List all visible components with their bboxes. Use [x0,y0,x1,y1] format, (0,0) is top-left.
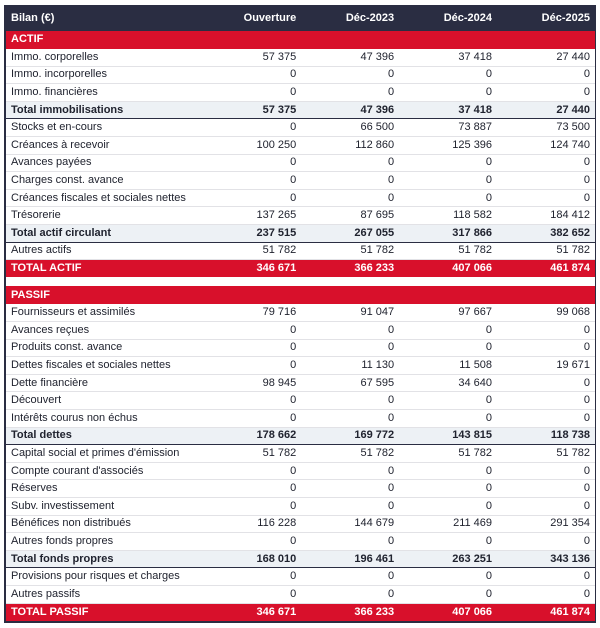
row-label: Charges const. avance [6,172,203,190]
value-cell: 0 [203,480,301,498]
value-cell: 0 [497,374,595,392]
value-cell: 196 461 [301,550,399,568]
value-cell: 407 066 [399,603,497,621]
row-label: Avances payées [6,154,203,172]
value-cell: 0 [399,480,497,498]
column-header-ouverture: Ouverture [203,5,301,31]
value-cell: 0 [497,462,595,480]
row-label: Total dettes [6,427,203,445]
row-label: Autres passifs [6,585,203,603]
row-label: Total actif circulant [6,225,203,243]
data-row [6,137,595,155]
value-cell: 118 582 [399,207,497,225]
value-cell: 66 500 [301,119,399,137]
section-title: ACTIF [6,31,595,49]
data-row [6,357,595,375]
value-cell: 73 500 [497,119,595,137]
data-row [6,585,595,603]
value-cell: 0 [203,339,301,357]
value-cell: 51 782 [497,242,595,260]
value-cell: 0 [301,462,399,480]
data-row [6,322,595,340]
table-body [6,31,595,621]
data-row [6,533,595,551]
value-cell: 291 354 [497,515,595,533]
value-cell: 0 [497,533,595,551]
value-cell: 125 396 [399,137,497,155]
value-cell: 0 [203,189,301,207]
value-cell: 0 [301,480,399,498]
value-cell: 143 815 [399,427,497,445]
value-cell: 0 [497,585,595,603]
value-cell: 461 874 [497,260,595,278]
value-cell: 317 866 [399,225,497,243]
data-row [6,480,595,498]
data-row [6,172,595,190]
value-cell: 11 130 [301,357,399,375]
value-cell: 0 [497,189,595,207]
balance-sheet-table [6,5,595,621]
value-cell: 0 [301,409,399,427]
row-label: Fournisseurs et assimilés [6,304,203,322]
value-cell: 0 [203,409,301,427]
data-row [6,497,595,515]
data-row [6,568,595,586]
value-cell: 0 [301,172,399,190]
total-row [6,603,595,621]
data-row [6,49,595,67]
value-cell: 343 136 [497,550,595,568]
value-cell: 0 [301,66,399,84]
value-cell: 0 [301,154,399,172]
value-cell: 0 [497,322,595,340]
data-row [6,445,595,463]
value-cell: 0 [399,462,497,480]
row-label: Créances à recevoir [6,137,203,155]
value-cell: 0 [399,497,497,515]
row-label: Réserves [6,480,203,498]
value-cell: 0 [399,533,497,551]
value-cell: 366 233 [301,603,399,621]
value-cell: 73 887 [399,119,497,137]
value-cell: 0 [301,497,399,515]
value-cell: 0 [399,409,497,427]
row-label: Produits const. avance [6,339,203,357]
value-cell: 211 469 [399,515,497,533]
value-cell: 99 068 [497,304,595,322]
row-label: Compte courant d'associés [6,462,203,480]
value-cell: 0 [301,84,399,102]
row-label: Capital social et primes d'émission [6,445,203,463]
value-cell: 124 740 [497,137,595,155]
value-cell: 237 515 [203,225,301,243]
data-row [6,515,595,533]
table-header [6,5,595,31]
value-cell: 0 [497,480,595,498]
row-label: Dette financière [6,374,203,392]
value-cell: 57 375 [203,101,301,119]
value-cell: 47 396 [301,49,399,67]
subtotal-row [6,101,595,119]
row-label: Autres actifs [6,242,203,260]
value-cell: 0 [399,339,497,357]
row-label: Intérêts courus non échus [6,409,203,427]
total-row [6,260,595,278]
data-row [6,189,595,207]
section-row [6,31,595,49]
value-cell: 137 265 [203,207,301,225]
value-cell: 346 671 [203,603,301,621]
value-cell: 0 [301,533,399,551]
value-cell: 0 [203,533,301,551]
data-row [6,339,595,357]
value-cell: 0 [203,84,301,102]
value-cell: 0 [301,339,399,357]
value-cell: 79 716 [203,304,301,322]
value-cell: 51 782 [497,445,595,463]
column-header-dec-2023: Déc-2023 [301,5,399,31]
value-cell: 0 [497,154,595,172]
value-cell: 0 [203,172,301,190]
value-cell: 98 945 [203,374,301,392]
data-row [6,462,595,480]
value-cell: 34 640 [399,374,497,392]
value-cell: 407 066 [399,260,497,278]
value-cell: 0 [301,585,399,603]
column-header-bilan: Bilan (€) [6,5,203,31]
row-label: Immo. incorporelles [6,66,203,84]
row-label: TOTAL PASSIF [6,603,203,621]
subtotal-row [6,427,595,445]
row-label: Bénéfices non distribués [6,515,203,533]
value-cell: 0 [399,568,497,586]
value-cell: 118 738 [497,427,595,445]
row-label: Trésorerie [6,207,203,225]
data-row [6,409,595,427]
spacer-row [6,277,595,286]
row-label: Avances reçues [6,322,203,340]
value-cell: 0 [497,84,595,102]
row-label: Dettes fiscales et sociales nettes [6,357,203,375]
value-cell: 168 010 [203,550,301,568]
subtotal-row [6,550,595,568]
row-label: Immo. corporelles [6,49,203,67]
value-cell: 11 508 [399,357,497,375]
value-cell: 27 440 [497,49,595,67]
row-label: Provisions pour risques et charges [6,568,203,586]
value-cell: 0 [203,322,301,340]
row-label: Créances fiscales et sociales nettes [6,189,203,207]
spacer-cell [6,277,595,286]
value-cell: 169 772 [301,427,399,445]
value-cell: 0 [399,585,497,603]
value-cell: 91 047 [301,304,399,322]
value-cell: 0 [497,339,595,357]
value-cell: 0 [203,119,301,137]
data-row [6,242,595,260]
value-cell: 0 [399,322,497,340]
row-label: TOTAL ACTIF [6,260,203,278]
column-header-dec-2025: Déc-2025 [497,5,595,31]
value-cell: 0 [399,392,497,410]
data-row [6,207,595,225]
data-row [6,84,595,102]
value-cell: 0 [203,66,301,84]
value-cell: 37 418 [399,101,497,119]
value-cell: 0 [203,497,301,515]
data-row [6,374,595,392]
value-cell: 112 860 [301,137,399,155]
value-cell: 144 679 [301,515,399,533]
row-label: Autres fonds propres [6,533,203,551]
value-cell: 267 055 [301,225,399,243]
row-label: Total immobilisations [6,101,203,119]
value-cell: 0 [399,172,497,190]
value-cell: 47 396 [301,101,399,119]
value-cell: 100 250 [203,137,301,155]
value-cell: 346 671 [203,260,301,278]
row-label: Découvert [6,392,203,410]
value-cell: 0 [203,154,301,172]
subtotal-row [6,225,595,243]
column-header-dec-2024: Déc-2024 [399,5,497,31]
value-cell: 0 [399,84,497,102]
value-cell: 51 782 [399,445,497,463]
value-cell: 0 [497,409,595,427]
value-cell: 0 [399,154,497,172]
row-label: Immo. financières [6,84,203,102]
value-cell: 178 662 [203,427,301,445]
value-cell: 0 [203,462,301,480]
section-title: PASSIF [6,286,595,304]
value-cell: 0 [203,585,301,603]
value-cell: 461 874 [497,603,595,621]
value-cell: 0 [497,568,595,586]
table-border-frame [4,5,596,623]
value-cell: 0 [301,322,399,340]
value-cell: 51 782 [203,445,301,463]
value-cell: 0 [301,568,399,586]
value-cell: 19 671 [497,357,595,375]
value-cell: 0 [497,172,595,190]
value-cell: 51 782 [301,242,399,260]
value-cell: 97 667 [399,304,497,322]
row-label: Subv. investissement [6,497,203,515]
value-cell: 87 695 [301,207,399,225]
value-cell: 37 418 [399,49,497,67]
value-cell: 382 652 [497,225,595,243]
data-row [6,392,595,410]
data-row [6,304,595,322]
row-label: Total fonds propres [6,550,203,568]
header-row [6,5,595,31]
row-label: Stocks et en-cours [6,119,203,137]
value-cell: 0 [203,568,301,586]
value-cell: 0 [399,66,497,84]
value-cell: 366 233 [301,260,399,278]
value-cell: 0 [497,497,595,515]
value-cell: 184 412 [497,207,595,225]
data-row [6,119,595,137]
value-cell: 263 251 [399,550,497,568]
value-cell: 0 [301,189,399,207]
data-row [6,154,595,172]
value-cell: 27 440 [497,101,595,119]
value-cell: 51 782 [301,445,399,463]
value-cell: 0 [203,357,301,375]
value-cell: 0 [497,66,595,84]
value-cell: 51 782 [399,242,497,260]
value-cell: 67 595 [301,374,399,392]
value-cell: 0 [301,392,399,410]
value-cell: 0 [203,392,301,410]
data-row [6,66,595,84]
section-row [6,286,595,304]
value-cell: 0 [497,392,595,410]
value-cell: 116 228 [203,515,301,533]
value-cell: 0 [399,189,497,207]
value-cell: 51 782 [203,242,301,260]
value-cell: 57 375 [203,49,301,67]
